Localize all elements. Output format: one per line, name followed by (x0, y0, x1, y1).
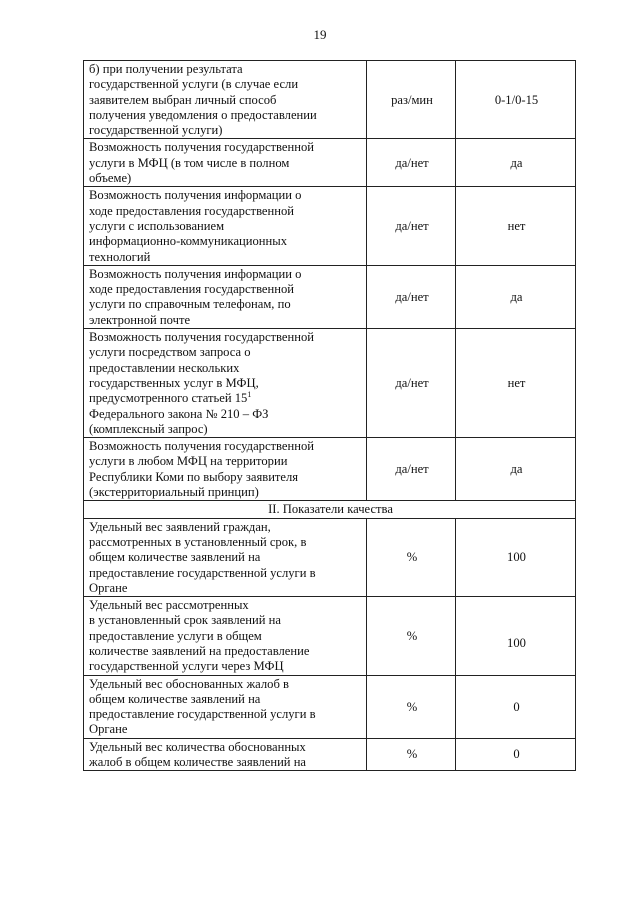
unit-cell: да/нет (367, 187, 456, 265)
indicator-line: предоставление услуги в общем (89, 628, 262, 643)
indicator-line: государственной услуги (в случае если (89, 77, 299, 92)
indicator-line: общем количестве заявлений на (89, 550, 261, 565)
section-row (84, 501, 576, 518)
indicator-line: Республики Коми по выбору заявителя (89, 469, 299, 484)
value-cell: да (456, 139, 576, 187)
value-cell: 100 (456, 597, 576, 675)
indicator-cell (84, 675, 367, 738)
indicator-line: предоставлении нескольких (89, 360, 240, 375)
table-row (84, 329, 576, 438)
unit-cell: да/нет (367, 329, 456, 438)
unit-cell: % (367, 597, 456, 675)
value-cell: нет (456, 187, 576, 265)
value-cell: да (456, 438, 576, 501)
table-row (84, 438, 576, 501)
indicator-line: объеме) (89, 171, 132, 186)
indicator-line: ходе предоставления государственной (89, 282, 295, 297)
value-cell: нет (456, 329, 576, 438)
indicator-line: ходе предоставления государственной (89, 203, 295, 218)
indicator-line: услуги с использованием (89, 218, 225, 233)
value-cell: да (456, 265, 576, 328)
table-row (84, 597, 576, 675)
section-title: II. Показатели качества (84, 501, 576, 518)
table-row (84, 518, 576, 596)
table-row (84, 675, 576, 738)
unit-cell: раз/мин (367, 61, 456, 139)
indicator-line: услуги посредством запроса о (89, 345, 251, 360)
indicator-line: Удельный вес количества обоснованных (89, 739, 306, 754)
value-cell: 0 (456, 738, 576, 771)
indicator-line: Возможность получения государственной (89, 140, 315, 155)
indicator-cell (84, 518, 367, 596)
unit-cell: % (367, 738, 456, 771)
indicator-line: Удельный вес заявлений граждан, (89, 519, 271, 534)
indicator-line: Органе (89, 580, 128, 595)
indicator-line: Возможность получения информации о (89, 266, 302, 281)
unit-cell: да/нет (367, 438, 456, 501)
indicator-line: предоставление государственной услуги в (89, 565, 316, 580)
indicator-line: государственных услуг в МФЦ, (89, 375, 259, 390)
value-cell: 100 (456, 518, 576, 596)
indicator-line: Удельный вес рассмотренных (89, 598, 249, 613)
indicator-line: получения уведомления о предоставлении (89, 107, 317, 122)
indicator-line: предусмотренного статьей 15 (89, 391, 248, 406)
indicator-cell (84, 265, 367, 328)
indicator-cell (84, 187, 367, 265)
indicator-line: б) при получении результата (89, 62, 243, 76)
unit-cell: % (367, 518, 456, 596)
indicator-line: предоставление государственной услуги в (89, 707, 316, 722)
table-row (84, 61, 576, 139)
unit-cell: да/нет (367, 265, 456, 328)
indicator-line: Возможность получения государственной (89, 439, 315, 454)
indicator-cell (84, 738, 367, 771)
page-number: 19 (313, 27, 327, 42)
indicator-line: Федерального закона № 210 – ФЗ (89, 406, 269, 421)
indicator-cell (84, 438, 367, 501)
indicator-line: Возможность получения информации о (89, 188, 302, 203)
indicator-line: (экстерриториальный принцип) (89, 485, 259, 500)
indicator-line: Удельный вес обоснованных жалоб в (89, 676, 289, 691)
indicator-line: электронной почте (89, 312, 191, 327)
table-row (84, 265, 576, 328)
indicator-line: Органе (89, 722, 128, 737)
indicator-cell (84, 61, 367, 139)
indicator-line: Возможность получения государственной (89, 330, 315, 345)
value-cell: 0 (456, 675, 576, 738)
indicator-line: услуги в МФЦ (в том числе в полном (89, 155, 290, 170)
indicator-line: в установленный срок заявлений на (89, 613, 281, 628)
indicator-line: общем количестве заявлений на (89, 691, 261, 706)
indicator-line: рассмотренных в установленный срок, в (89, 534, 307, 549)
table-row (84, 738, 576, 771)
indicator-line: государственной услуги) (89, 123, 223, 138)
indicator-line: технологий (89, 249, 151, 264)
unit-cell: % (367, 675, 456, 738)
table-row (84, 139, 576, 187)
indicator-line: (комплексный запрос) (89, 421, 208, 436)
indicator-line: услуги в любом МФЦ на территории (89, 454, 288, 469)
indicator-cell (84, 329, 367, 438)
indicator-cell (84, 139, 367, 187)
indicator-line: информационно-коммуникационных (89, 234, 288, 249)
unit-cell: да/нет (367, 139, 456, 187)
indicator-line: государственной услуги через МФЦ (89, 659, 284, 674)
indicator-line: услуги по справочным телефонам, по (89, 297, 291, 312)
value-cell: 0-1/0-15 (456, 61, 576, 139)
indicator-cell (84, 597, 367, 675)
footnote-superscript: 1 (247, 390, 252, 400)
indicators-table-body (84, 61, 576, 771)
indicator-line: заявителем выбран личный способ (89, 92, 277, 107)
indicator-line: жалоб в общем количестве заявлений на (89, 755, 307, 770)
indicators-table (83, 60, 576, 771)
table-row (84, 187, 576, 265)
indicator-line: количестве заявлений на предоставление (89, 643, 310, 658)
